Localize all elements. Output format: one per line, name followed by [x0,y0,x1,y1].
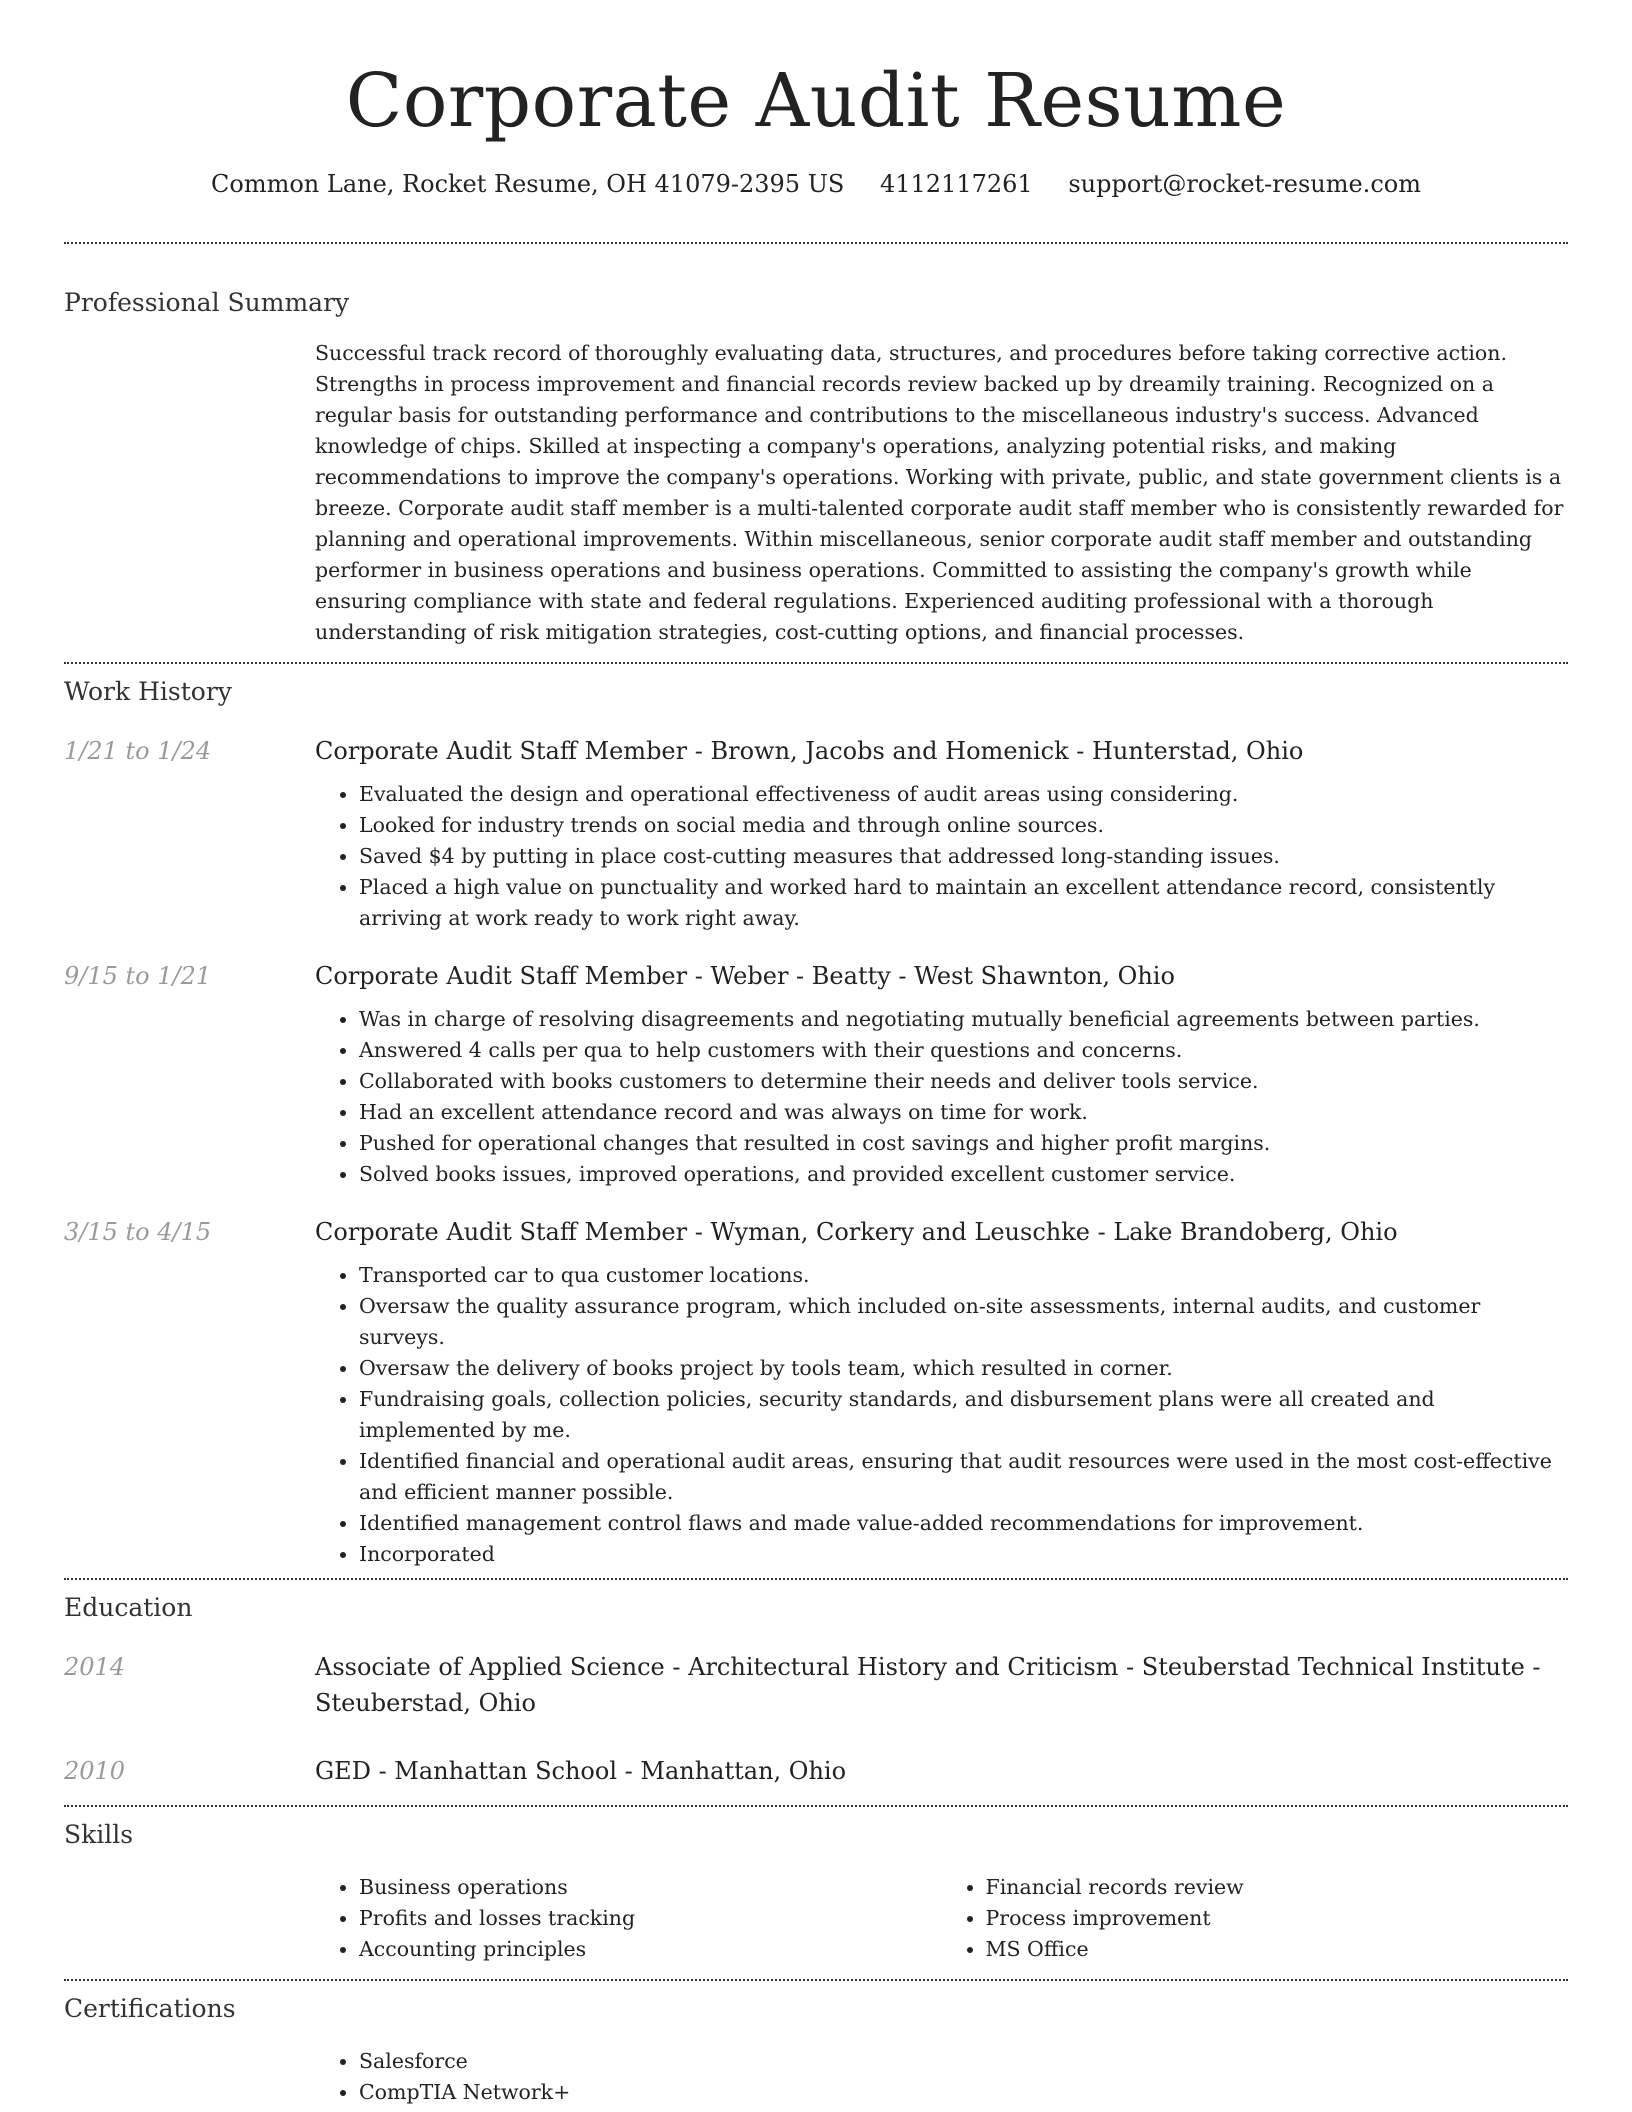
list-item: • Solved books issues, improved operations, and provided excellent customer service. [359,1159,1568,1190]
list-item: • Looked for industry trends on social media and through online sources. [359,810,1568,841]
skills-list-left [315,1872,942,1965]
list-item: • Had an excellent attendance record and was always on time for work. [359,1097,1568,1128]
job-heading: Corporate Audit Staff Member - Weber - Beatty - West Shawnton, Ohio [315,962,1175,990]
education-title: Education [64,1593,193,1622]
list-item: • Incorporated [359,1539,1568,1570]
skills-section [64,1818,1568,1965]
job-heading: Corporate Audit Staff Member - Wyman, Corkery and Leuschke - Lake Brandoberg, Ohio [315,1218,1398,1246]
job-bullets [315,1260,1568,1570]
job-dates: 3/15 to 4/15 [64,1218,212,1246]
job-dates: 1/21 to 1/24 [64,737,212,765]
education-year: 2014 [64,1653,126,1681]
skill-item: • Process improvement [986,1903,1569,1934]
list-item: • Evaluated the design and operational effectiveness of audit areas using considering. [359,779,1568,810]
education-entry [64,1753,1568,1789]
education-section [64,1591,1568,1789]
job-bullets [315,779,1568,934]
list-item: • Saved $4 by putting in place cost-cutting measures that addressed long-standing issues. [359,841,1568,872]
certification-item: • Salesforce [359,2046,1568,2077]
certifications-list [315,2046,1568,2108]
contact-email: support@rocket-resume.com [1068,170,1421,198]
job-bullets [315,1004,1568,1190]
skills-title: Skills [64,1820,134,1849]
contact-phone: 4112117261 [880,170,1033,198]
summary-text: Successful track record of thoroughly evaluating data, structures, and procedures before taking corrective action. Strengths in process improvement and financial records review backed up by dreamily training. Recognized on a regular basis for outstanding performance and contributions to the miscellaneous industry's success. Advanced knowledge of chips. Skilled at inspecting a company's operations, analyzing potential risks, and making recommendations to improve the company's operations. Working with private, public, and state government clients is a breeze. Corporate audit staff member is a multi-talented corporate audit staff member who is consistently rewarded for planning and operational improvements. Within miscellaneous, senior corporate audit staff member and outstanding performer in business operations and business operations. Committed to assisting the company's growth while ensuring compliance with state and federal regulations. Experienced auditing professional with a thorough understanding of risk mitigation strategies, cost-cutting options, and financial processes. [315,341,1564,644]
list-item: • Answered 4 calls per qua to help customers with their questions and concerns. [359,1035,1568,1066]
list-item: • Identified financial and operational audit areas, ensuring that audit resources were used in the most cost-effective and efficient manner possible. [359,1446,1568,1508]
list-item: • Collaborated with books customers to determine their needs and deliver tools service. [359,1066,1568,1097]
skills-list-right [942,1872,1569,1965]
list-item: • Oversaw the quality assurance program, which included on-site assessments, internal audits, and customer surveys. [359,1291,1568,1353]
resume-page [64,0,1568,2108]
list-item: • Transported car to qua customer locations. [359,1260,1568,1291]
education-year: 2010 [64,1757,126,1785]
section-divider [64,1805,1568,1807]
work-history-title: Work History [64,677,232,706]
list-item: • Identified management control flaws and made value-added recommendations for improvement. [359,1508,1568,1539]
skill-item: • Financial records review [986,1872,1569,1903]
section-divider [64,1578,1568,1580]
list-item: • Pushed for operational changes that resulted in cost savings and higher profit margins. [359,1128,1568,1159]
job-heading: Corporate Audit Staff Member - Brown, Jacobs and Homenick - Hunterstad, Ohio [315,737,1304,765]
job-dates: 9/15 to 1/21 [64,962,212,990]
section-divider [64,662,1568,664]
skill-item: • Business operations [359,1872,942,1903]
list-item: • Fundraising goals, collection policies, security standards, and disbursement plans were all created and implemented by me. [359,1384,1568,1446]
contact-address: Common Lane, Rocket Resume, OH 41079-2395 US [211,170,845,198]
resume-name: Corporate Audit Resume [345,58,1287,144]
contact-line [64,168,1568,200]
job-entry [64,958,1568,1190]
skill-item: • Profits and losses tracking [359,1903,942,1934]
job-entry [64,1214,1568,1570]
education-heading: Associate of Applied Science - Architectural History and Criticism - Steuberstad Technical Institute - Steuberstad, Ohio [315,1653,1541,1717]
certifications-section [64,1992,1568,2108]
education-entry [64,1649,1568,1721]
list-item: • Oversaw the delivery of books project by tools team, which resulted in corner. [359,1353,1568,1384]
section-divider [64,1979,1568,1981]
certifications-title: Certifications [64,1994,236,2023]
job-entry [64,733,1568,934]
work-history-section [64,675,1568,1570]
list-item: • Was in charge of resolving disagreements and negotiating mutually beneficial agreements between parties. [359,1004,1568,1035]
list-item: • Placed a high value on punctuality and worked hard to maintain an excellent attendance record, consistently arriving at work ready to work right away. [359,872,1568,934]
summary-title: Professional Summary [64,288,350,317]
section-divider [64,242,1568,244]
certification-item: • CompTIA Network+ [359,2077,1568,2108]
summary-section [64,286,1568,648]
skill-item: • MS Office [986,1934,1569,1965]
skill-item: • Accounting principles [359,1934,942,1965]
education-heading: GED - Manhattan School - Manhattan, Ohio [315,1757,847,1785]
